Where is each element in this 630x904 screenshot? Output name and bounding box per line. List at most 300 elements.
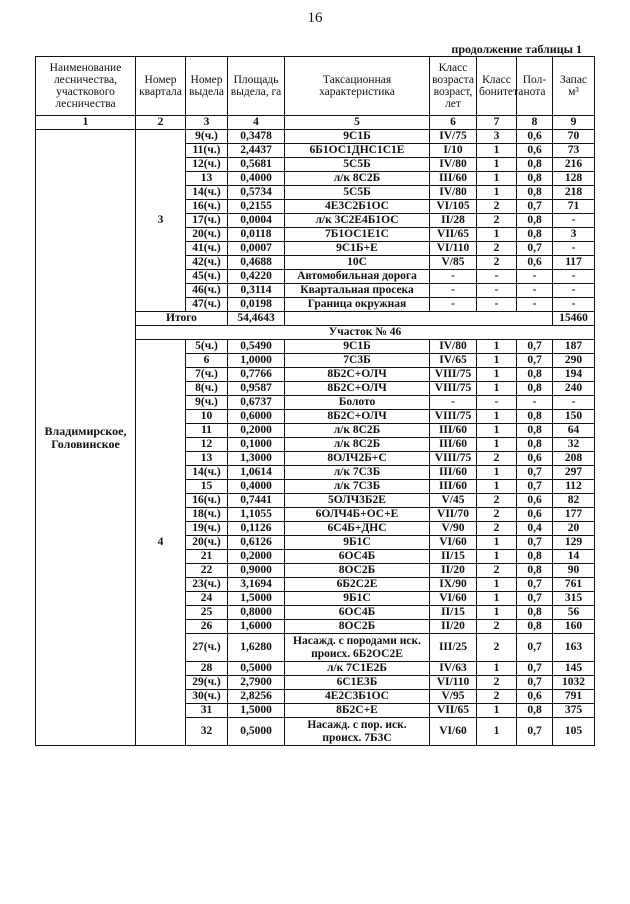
vydel-area: 0,5681 bbox=[228, 158, 285, 172]
taxation: 4Е3С2Б1ОС bbox=[285, 200, 430, 214]
table-caption: продолжение таблицы 1 bbox=[451, 42, 582, 56]
vydel-number: 9(ч.) bbox=[186, 130, 228, 144]
polnota: 0,7 bbox=[517, 466, 553, 480]
vydel-area: 0,4688 bbox=[228, 256, 285, 270]
vydel-number: 28 bbox=[186, 662, 228, 676]
age-class: VII/65 bbox=[430, 704, 477, 718]
bonitet-class: 1 bbox=[477, 606, 517, 620]
vydel-number: 31 bbox=[186, 704, 228, 718]
vydel-number: 30(ч.) bbox=[186, 690, 228, 704]
vydel-number: 20(ч.) bbox=[186, 536, 228, 550]
polnota: 0,7 bbox=[517, 676, 553, 690]
taxation: Болото bbox=[285, 396, 430, 410]
zapas: 315 bbox=[553, 592, 595, 606]
bonitet-class: 2 bbox=[477, 508, 517, 522]
vydel-area: 0,4000 bbox=[228, 480, 285, 494]
empty-cell bbox=[285, 312, 553, 326]
zapas: 82 bbox=[553, 494, 595, 508]
vydel-number: 32 bbox=[186, 718, 228, 746]
age-class: V/95 bbox=[430, 690, 477, 704]
polnota: 0,7 bbox=[517, 340, 553, 354]
age-class: VIII/75 bbox=[430, 452, 477, 466]
age-class: VI/60 bbox=[430, 718, 477, 746]
polnota: 0,8 bbox=[517, 214, 553, 228]
vydel-area: 0,0198 bbox=[228, 298, 285, 312]
vydel-area: 0,1126 bbox=[228, 522, 285, 536]
vydel-area: 0,3114 bbox=[228, 284, 285, 298]
taxation: л/к 8С2Б bbox=[285, 172, 430, 186]
polnota: 0,6 bbox=[517, 256, 553, 270]
total-zapas: 15460 bbox=[553, 312, 595, 326]
polnota: 0,7 bbox=[517, 480, 553, 494]
vydel-area: 0,3478 bbox=[228, 130, 285, 144]
vydel-number: 27(ч.) bbox=[186, 634, 228, 662]
bonitet-class: 1 bbox=[477, 158, 517, 172]
bonitet-class: 1 bbox=[477, 410, 517, 424]
age-class: - bbox=[430, 298, 477, 312]
zapas: 129 bbox=[553, 536, 595, 550]
polnota: 0,8 bbox=[517, 606, 553, 620]
bonitet-class: 1 bbox=[477, 592, 517, 606]
taxation: л/к 7С3Б bbox=[285, 480, 430, 494]
age-class: IV/65 bbox=[430, 354, 477, 368]
zapas: 761 bbox=[553, 578, 595, 592]
zapas: 73 bbox=[553, 144, 595, 158]
bonitet-class: 1 bbox=[477, 228, 517, 242]
age-class: II/15 bbox=[430, 606, 477, 620]
age-class: VI/105 bbox=[430, 200, 477, 214]
vydel-number: 18(ч.) bbox=[186, 508, 228, 522]
header-cell: Класс бонитета bbox=[477, 57, 517, 116]
vydel-number: 23(ч.) bbox=[186, 578, 228, 592]
kvartal-number: 3 bbox=[136, 130, 186, 312]
zapas: 218 bbox=[553, 186, 595, 200]
table-row bbox=[36, 130, 595, 144]
zapas: 90 bbox=[553, 564, 595, 578]
zapas: - bbox=[553, 214, 595, 228]
polnota: 0,8 bbox=[517, 438, 553, 452]
zapas: 32 bbox=[553, 438, 595, 452]
bonitet-class: 1 bbox=[477, 480, 517, 494]
polnota: 0,8 bbox=[517, 620, 553, 634]
column-number: 3 bbox=[186, 116, 228, 130]
zapas: 290 bbox=[553, 354, 595, 368]
vydel-area: 2,7900 bbox=[228, 676, 285, 690]
vydel-area: 0,5000 bbox=[228, 718, 285, 746]
header-cell: Номер выдела bbox=[186, 57, 228, 116]
vydel-area: 0,7441 bbox=[228, 494, 285, 508]
polnota: 0,8 bbox=[517, 158, 553, 172]
bonitet-class: 2 bbox=[477, 214, 517, 228]
zapas: 71 bbox=[553, 200, 595, 214]
vydel-number: 11 bbox=[186, 424, 228, 438]
zapas: 1032 bbox=[553, 676, 595, 690]
zapas: 177 bbox=[553, 508, 595, 522]
taxation: 8ОЛЧ2Б+С bbox=[285, 452, 430, 466]
polnota: 0,8 bbox=[517, 550, 553, 564]
vydel-number: 25 bbox=[186, 606, 228, 620]
bonitet-class: 2 bbox=[477, 256, 517, 270]
zapas: 208 bbox=[553, 452, 595, 466]
zapas: 112 bbox=[553, 480, 595, 494]
age-class: III/60 bbox=[430, 466, 477, 480]
age-class: VII/65 bbox=[430, 228, 477, 242]
polnota: - bbox=[517, 270, 553, 284]
taxation: 6Б2С2Е bbox=[285, 578, 430, 592]
vydel-area: 2,4437 bbox=[228, 144, 285, 158]
bonitet-class: 3 bbox=[477, 130, 517, 144]
bonitet-class: 1 bbox=[477, 718, 517, 746]
age-class: VI/110 bbox=[430, 242, 477, 256]
zapas: 3 bbox=[553, 228, 595, 242]
vydel-area: 1,0614 bbox=[228, 466, 285, 480]
zapas: 64 bbox=[553, 424, 595, 438]
column-number: 7 bbox=[477, 116, 517, 130]
vydel-number: 12(ч.) bbox=[186, 158, 228, 172]
header-cell: Таксационная характеристика bbox=[285, 57, 430, 116]
age-class: V/45 bbox=[430, 494, 477, 508]
taxation: 10С bbox=[285, 256, 430, 270]
age-class: IV/63 bbox=[430, 662, 477, 676]
age-class: VIII/75 bbox=[430, 382, 477, 396]
bonitet-class: 1 bbox=[477, 424, 517, 438]
polnota: 0,7 bbox=[517, 354, 553, 368]
column-number: 2 bbox=[136, 116, 186, 130]
polnota: 0,6 bbox=[517, 494, 553, 508]
bonitet-class: 1 bbox=[477, 536, 517, 550]
age-class: IV/80 bbox=[430, 158, 477, 172]
zapas: - bbox=[553, 242, 595, 256]
polnota: 0,8 bbox=[517, 564, 553, 578]
age-class: VIII/75 bbox=[430, 368, 477, 382]
vydel-number: 13 bbox=[186, 452, 228, 466]
bonitet-class: - bbox=[477, 298, 517, 312]
taxation: 8Б2С+Е bbox=[285, 704, 430, 718]
polnota: 0,8 bbox=[517, 424, 553, 438]
polnota: 0,8 bbox=[517, 382, 553, 396]
polnota: - bbox=[517, 396, 553, 410]
bonitet-class: 1 bbox=[477, 368, 517, 382]
vydel-area: 0,0007 bbox=[228, 242, 285, 256]
vydel-number: 5(ч.) bbox=[186, 340, 228, 354]
age-class: II/20 bbox=[430, 564, 477, 578]
bonitet-class: 1 bbox=[477, 438, 517, 452]
vydel-area: 0,7766 bbox=[228, 368, 285, 382]
age-class: IX/90 bbox=[430, 578, 477, 592]
taxation: 4Е2С3Б1ОС bbox=[285, 690, 430, 704]
column-number: 5 bbox=[285, 116, 430, 130]
vydel-number: 8(ч.) bbox=[186, 382, 228, 396]
bonitet-class: 1 bbox=[477, 340, 517, 354]
age-class: I/10 bbox=[430, 144, 477, 158]
vydel-area: 1,6280 bbox=[228, 634, 285, 662]
vydel-area: 0,6000 bbox=[228, 410, 285, 424]
column-number: 1 bbox=[36, 116, 136, 130]
age-class: II/20 bbox=[430, 620, 477, 634]
vydel-area: 0,2155 bbox=[228, 200, 285, 214]
taxation: 9С1Б+Е bbox=[285, 242, 430, 256]
header-cell: Площадь выдела, га bbox=[228, 57, 285, 116]
taxation: л/к 3С2Е4Б1ОС bbox=[285, 214, 430, 228]
bonitet-class: 1 bbox=[477, 172, 517, 186]
zapas: 70 bbox=[553, 130, 595, 144]
taxation: 7Б1ОС1Е1С bbox=[285, 228, 430, 242]
vydel-area: 0,6737 bbox=[228, 396, 285, 410]
zapas: 216 bbox=[553, 158, 595, 172]
age-class: VIII/75 bbox=[430, 410, 477, 424]
taxation: 5ОЛЧ3Б2Е bbox=[285, 494, 430, 508]
taxation: 6Б1ОС1ДНС1С1Е bbox=[285, 144, 430, 158]
zapas: 187 bbox=[553, 340, 595, 354]
vydel-number: 19(ч.) bbox=[186, 522, 228, 536]
bonitet-class: - bbox=[477, 396, 517, 410]
polnota: - bbox=[517, 284, 553, 298]
bonitet-class: 1 bbox=[477, 354, 517, 368]
age-class: III/60 bbox=[430, 480, 477, 494]
taxation: 9С1Б bbox=[285, 340, 430, 354]
polnota: 0,7 bbox=[517, 662, 553, 676]
bonitet-class: 2 bbox=[477, 242, 517, 256]
vydel-area: 0,0118 bbox=[228, 228, 285, 242]
polnota: 0,8 bbox=[517, 228, 553, 242]
vydel-area: 0,5734 bbox=[228, 186, 285, 200]
taxation: Насажд. с пор. иск. происх. 7Б3С bbox=[285, 718, 430, 746]
age-class: - bbox=[430, 284, 477, 298]
column-number: 9 bbox=[553, 116, 595, 130]
zapas: 14 bbox=[553, 550, 595, 564]
vydel-number: 46(ч.) bbox=[186, 284, 228, 298]
bonitet-class: 2 bbox=[477, 634, 517, 662]
taxation: л/к 8С2Б bbox=[285, 424, 430, 438]
vydel-number: 47(ч.) bbox=[186, 298, 228, 312]
zapas: 163 bbox=[553, 634, 595, 662]
kvartal-number: 4 bbox=[136, 340, 186, 746]
vydel-number: 11(ч.) bbox=[186, 144, 228, 158]
vydel-number: 26 bbox=[186, 620, 228, 634]
bonitet-class: 1 bbox=[477, 382, 517, 396]
lesnichestvo-name: Владимирское, Головинское bbox=[36, 130, 136, 746]
bonitet-class: 1 bbox=[477, 704, 517, 718]
zapas: 150 bbox=[553, 410, 595, 424]
forest-table bbox=[35, 56, 595, 746]
taxation: 9Б1С bbox=[285, 592, 430, 606]
vydel-number: 42(ч.) bbox=[186, 256, 228, 270]
bonitet-class: 1 bbox=[477, 578, 517, 592]
bonitet-class: 2 bbox=[477, 690, 517, 704]
age-class: V/85 bbox=[430, 256, 477, 270]
vydel-number: 15 bbox=[186, 480, 228, 494]
column-number: 6 bbox=[430, 116, 477, 130]
total-label: Итого bbox=[136, 312, 228, 326]
column-number: 4 bbox=[228, 116, 285, 130]
zapas: 160 bbox=[553, 620, 595, 634]
zapas: 56 bbox=[553, 606, 595, 620]
vydel-number: 13 bbox=[186, 172, 228, 186]
vydel-area: 0,2000 bbox=[228, 424, 285, 438]
vydel-area: 1,5000 bbox=[228, 704, 285, 718]
vydel-number: 16(ч.) bbox=[186, 200, 228, 214]
vydel-area: 3,1694 bbox=[228, 578, 285, 592]
taxation: 9Б1С bbox=[285, 536, 430, 550]
zapas: 128 bbox=[553, 172, 595, 186]
bonitet-class: 2 bbox=[477, 676, 517, 690]
taxation: 6ОС4Б bbox=[285, 550, 430, 564]
vydel-number: 10 bbox=[186, 410, 228, 424]
vydel-area: 2,8256 bbox=[228, 690, 285, 704]
vydel-area: 0,2000 bbox=[228, 550, 285, 564]
age-class: III/60 bbox=[430, 172, 477, 186]
vydel-area: 0,5490 bbox=[228, 340, 285, 354]
age-class: VI/110 bbox=[430, 676, 477, 690]
zapas: - bbox=[553, 396, 595, 410]
taxation: Автомобильная дорога bbox=[285, 270, 430, 284]
age-class: - bbox=[430, 396, 477, 410]
age-class: IV/80 bbox=[430, 186, 477, 200]
taxation: 8ОС2Б bbox=[285, 564, 430, 578]
polnota: 0,7 bbox=[517, 634, 553, 662]
vydel-number: 7(ч.) bbox=[186, 368, 228, 382]
vydel-number: 20(ч.) bbox=[186, 228, 228, 242]
bonitet-class: 2 bbox=[477, 494, 517, 508]
vydel-area: 0,1000 bbox=[228, 438, 285, 452]
vydel-number: 14(ч.) bbox=[186, 466, 228, 480]
vydel-area: 1,0000 bbox=[228, 354, 285, 368]
taxation: л/к 7С3Б bbox=[285, 466, 430, 480]
age-class: IV/75 bbox=[430, 130, 477, 144]
zapas: 194 bbox=[553, 368, 595, 382]
vydel-number: 45(ч.) bbox=[186, 270, 228, 284]
bonitet-class: 1 bbox=[477, 466, 517, 480]
age-class: III/60 bbox=[430, 424, 477, 438]
vydel-area: 0,9587 bbox=[228, 382, 285, 396]
vydel-number: 9(ч.) bbox=[186, 396, 228, 410]
zapas: 145 bbox=[553, 662, 595, 676]
vydel-number: 12 bbox=[186, 438, 228, 452]
polnota: 0,6 bbox=[517, 508, 553, 522]
taxation: 6ОС4Б bbox=[285, 606, 430, 620]
column-number: 8 bbox=[517, 116, 553, 130]
polnota: 0,7 bbox=[517, 578, 553, 592]
total-area: 54,4643 bbox=[228, 312, 285, 326]
polnota: 0,8 bbox=[517, 186, 553, 200]
vydel-number: 14(ч.) bbox=[186, 186, 228, 200]
taxation: 8Б2С+ОЛЧ bbox=[285, 368, 430, 382]
polnota: 0,7 bbox=[517, 718, 553, 746]
bonitet-class: 2 bbox=[477, 564, 517, 578]
taxation: 5С5Б bbox=[285, 186, 430, 200]
bonitet-class: 1 bbox=[477, 662, 517, 676]
header-cell: Пол-нота bbox=[517, 57, 553, 116]
bonitet-class: 2 bbox=[477, 522, 517, 536]
age-class: VI/60 bbox=[430, 536, 477, 550]
header-row bbox=[36, 57, 595, 116]
zapas: 105 bbox=[553, 718, 595, 746]
bonitet-class: 1 bbox=[477, 186, 517, 200]
vydel-number: 6 bbox=[186, 354, 228, 368]
polnota: 0,4 bbox=[517, 522, 553, 536]
polnota: 0,6 bbox=[517, 690, 553, 704]
bonitet-class: 2 bbox=[477, 452, 517, 466]
polnota: 0,8 bbox=[517, 368, 553, 382]
taxation: 9С1Б bbox=[285, 130, 430, 144]
bonitet-class: 2 bbox=[477, 200, 517, 214]
zapas: 20 bbox=[553, 522, 595, 536]
page-number: 16 bbox=[307, 10, 323, 26]
age-class: V/90 bbox=[430, 522, 477, 536]
taxation: 6ОЛЧ4Б+ОС+Е bbox=[285, 508, 430, 522]
zapas: 297 bbox=[553, 466, 595, 480]
polnota: 0,7 bbox=[517, 536, 553, 550]
zapas: - bbox=[553, 284, 595, 298]
taxation: Насажд. с породами иск. происх. 6Б2ОС2Е bbox=[285, 634, 430, 662]
section-title: Участок № 46 bbox=[136, 326, 595, 340]
vydel-number: 17(ч.) bbox=[186, 214, 228, 228]
vydel-number: 21 bbox=[186, 550, 228, 564]
age-class: - bbox=[430, 270, 477, 284]
taxation: 8Б2С+ОЛЧ bbox=[285, 382, 430, 396]
polnota: 0,6 bbox=[517, 144, 553, 158]
taxation: Квартальная просека bbox=[285, 284, 430, 298]
polnota: 0,8 bbox=[517, 704, 553, 718]
taxation: 6С4Б+ДНС bbox=[285, 522, 430, 536]
header-cell: Класс возраста возраст, лет bbox=[430, 57, 477, 116]
zapas: 117 bbox=[553, 256, 595, 270]
vydel-area: 0,4000 bbox=[228, 172, 285, 186]
zapas: 375 bbox=[553, 704, 595, 718]
age-class: VII/70 bbox=[430, 508, 477, 522]
vydel-number: 22 bbox=[186, 564, 228, 578]
vydel-area: 0,5000 bbox=[228, 662, 285, 676]
polnota: 0,7 bbox=[517, 200, 553, 214]
vydel-number: 41(ч.) bbox=[186, 242, 228, 256]
column-number-row bbox=[36, 116, 595, 130]
zapas: 791 bbox=[553, 690, 595, 704]
taxation: 8Б2С+ОЛЧ bbox=[285, 410, 430, 424]
header-cell: Наименование лесничества, участкового лесничества bbox=[36, 57, 136, 116]
age-class: III/25 bbox=[430, 634, 477, 662]
taxation: л/к 8С2Б bbox=[285, 438, 430, 452]
age-class: II/15 bbox=[430, 550, 477, 564]
vydel-area: 1,1055 bbox=[228, 508, 285, 522]
polnota: 0,8 bbox=[517, 410, 553, 424]
zapas: 240 bbox=[553, 382, 595, 396]
taxation: л/к 7С1Е2Б bbox=[285, 662, 430, 676]
bonitet-class: - bbox=[477, 284, 517, 298]
polnota: - bbox=[517, 298, 553, 312]
taxation: 7С3Б bbox=[285, 354, 430, 368]
vydel-area: 1,3000 bbox=[228, 452, 285, 466]
vydel-area: 0,6126 bbox=[228, 536, 285, 550]
taxation: 6С1Е3Б bbox=[285, 676, 430, 690]
vydel-area: 0,8000 bbox=[228, 606, 285, 620]
taxation: 8ОС2Б bbox=[285, 620, 430, 634]
vydel-number: 16(ч.) bbox=[186, 494, 228, 508]
polnota: 0,7 bbox=[517, 242, 553, 256]
bonitet-class: 1 bbox=[477, 144, 517, 158]
taxation: 5С5Б bbox=[285, 158, 430, 172]
taxation: Граница окружная bbox=[285, 298, 430, 312]
vydel-area: 0,9000 bbox=[228, 564, 285, 578]
vydel-area: 1,5000 bbox=[228, 592, 285, 606]
vydel-number: 24 bbox=[186, 592, 228, 606]
bonitet-class: - bbox=[477, 270, 517, 284]
polnota: 0,8 bbox=[517, 172, 553, 186]
header-cell: Запас м³ bbox=[553, 57, 595, 116]
age-class: II/28 bbox=[430, 214, 477, 228]
zapas: - bbox=[553, 270, 595, 284]
polnota: 0,6 bbox=[517, 452, 553, 466]
zapas: - bbox=[553, 298, 595, 312]
